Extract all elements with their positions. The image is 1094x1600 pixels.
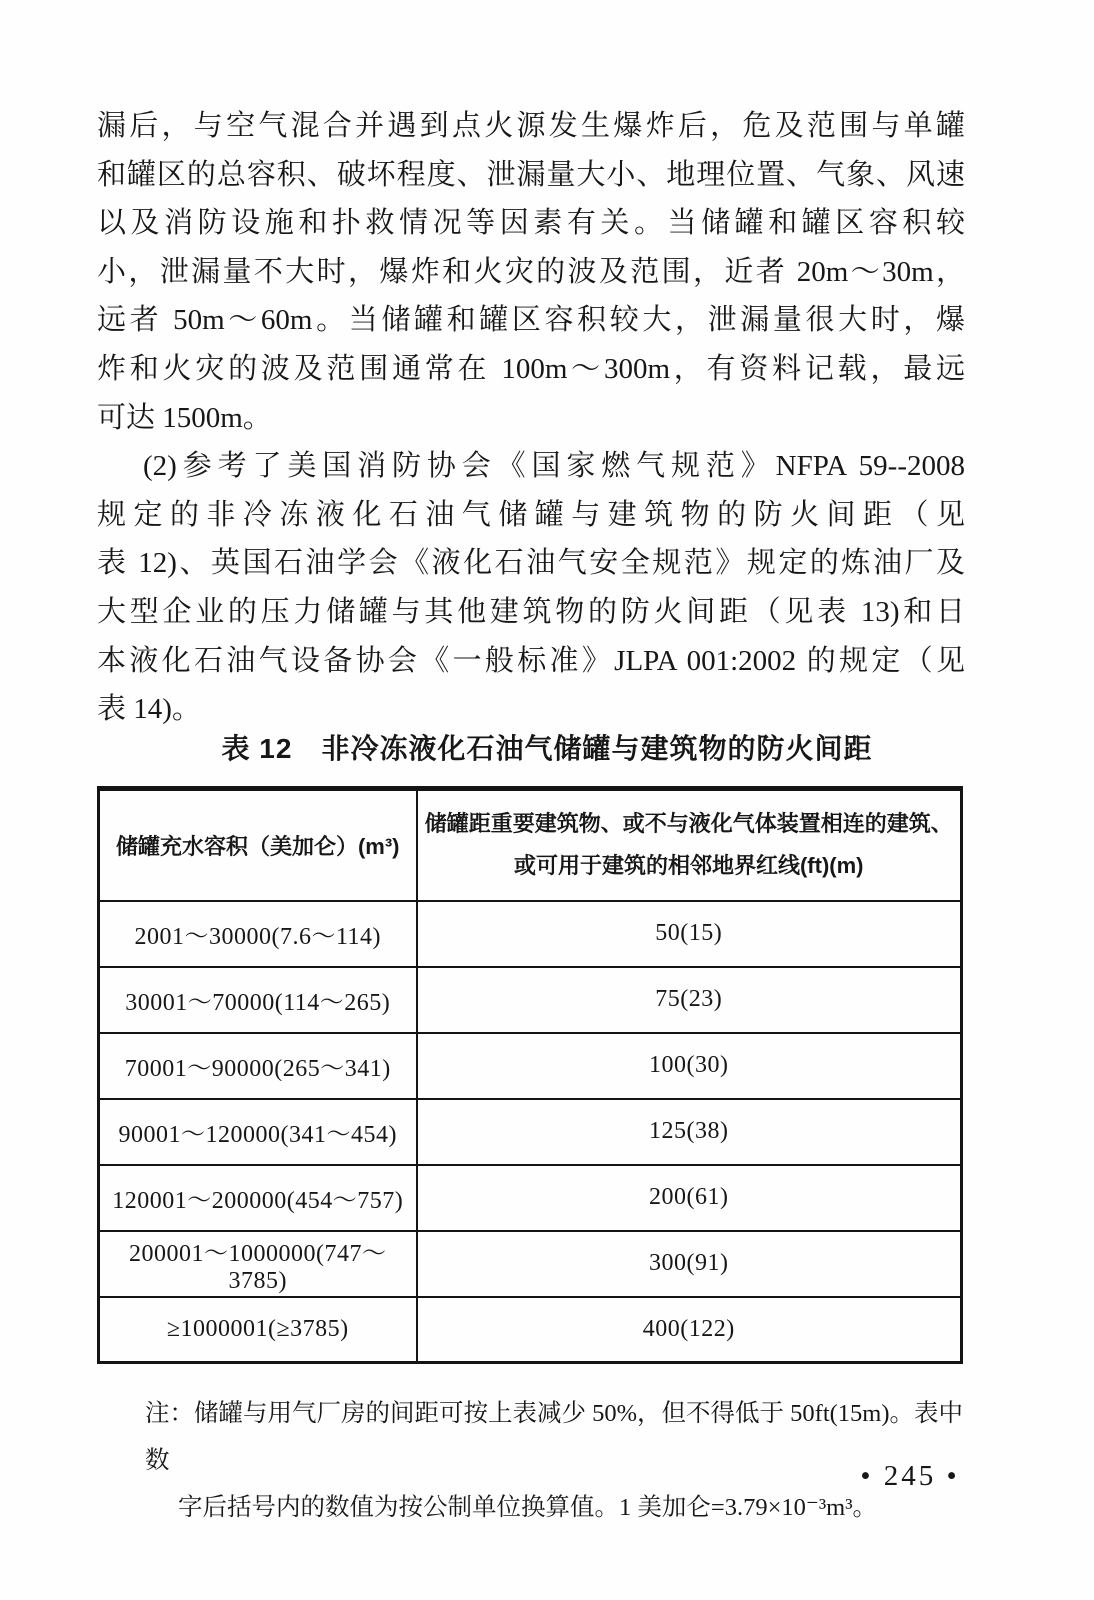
distance-cell: 400(122) [417, 1297, 962, 1363]
capacity-cell: 30001～70000(114～265) [99, 967, 417, 1033]
header-distance-line2: 或可用于建筑的相邻地界红线(ft)(m) [513, 853, 864, 879]
text-line: 漏后，与空气混合并遇到点火源发生爆炸后，危及范围与单罐 [97, 110, 965, 142]
text-line: 可达 1500m。 [97, 401, 272, 434]
body-text-block [97, 102, 965, 734]
text-line: 小，泄漏量不大时，爆炸和火灾的波及范围，近者 20m～30m， [97, 255, 965, 288]
text-line: 炸和火灾的波及范围通常在 100m～300m，有资料记载，最远 [97, 352, 965, 385]
header-distance-cell [417, 789, 962, 901]
distance-cell: 300(91) [417, 1231, 962, 1297]
table-title: 表 12 非冷冻液化石油气储罐与建筑物的防火间距 [221, 733, 873, 764]
distance-cell: 125(38) [417, 1099, 962, 1165]
text-line: 远者 50m～60m。当储罐和罐区容积较大，泄漏量很大时，爆 [97, 304, 965, 337]
distance-cell: 200(61) [417, 1165, 962, 1231]
note-line: 字后括号内的数值为按公制单位换算值。1 美加仑=3.79×10⁻³m³。 [178, 1494, 878, 1521]
table-row [99, 967, 962, 1033]
page-number: • 245 • [860, 1460, 960, 1492]
capacity-cell: 70001～90000(265～341) [99, 1033, 417, 1099]
fire-separation-table [97, 786, 963, 1364]
table-row [99, 1231, 962, 1297]
table-row [99, 1033, 962, 1099]
header-capacity-cell: 储罐充水容积（美加仑）(m³) [99, 789, 417, 901]
table-header-row [99, 789, 962, 901]
table-row [99, 901, 962, 967]
text-line: 大型企业的压力储罐与其他建筑物的防火间距（见表 13)和日 [97, 595, 965, 628]
distance-cell: 50(15) [417, 901, 962, 967]
distance-cell: 100(30) [417, 1033, 962, 1099]
text-line: 规定的非冷冻液化石油气储罐与建筑物的防火间距（见 [97, 498, 965, 531]
capacity-cell: 90001～120000(341～454) [99, 1099, 417, 1165]
text-line: 表 12)、英国石油学会《液化石油气安全规范》规定的炼油厂及 [97, 547, 965, 580]
text-line: 本液化石油气设备协会《一般标准》JLPA 001:2002 的规定（见 [97, 644, 965, 677]
distance-cell: 75(23) [417, 967, 962, 1033]
text-line: (2)参考了美国消防协会《国家燃气规范》NFPA 59--2008 [143, 450, 965, 483]
table-row [99, 1099, 962, 1165]
table-row [99, 1165, 962, 1231]
capacity-cell: 120001～200000(454～757) [99, 1165, 417, 1231]
capacity-cell: 2001～30000(7.6～114) [99, 901, 417, 967]
capacity-cell: ≥1000001(≥3785) [99, 1297, 417, 1363]
text-line: 表 14)。 [97, 693, 201, 726]
header-distance-line1: 储罐距重要建筑物、或不与液化气体装置相连的建筑、 [424, 811, 953, 837]
text-line: 和罐区的总容积、破坏程度、泄漏量大小、地理位置、气象、风速 [97, 158, 965, 191]
note-line: 注：储罐与用气厂房的间距可按上表减少 50%，但不得低于 50ft(15m)。表中数 [145, 1400, 963, 1474]
capacity-cell: 200001～1000000(747～3785) [99, 1231, 417, 1297]
text-line: 以及消防设施和扑救情况等因素有关。当储罐和罐区容积较 [97, 207, 965, 240]
table-row [99, 1297, 962, 1363]
